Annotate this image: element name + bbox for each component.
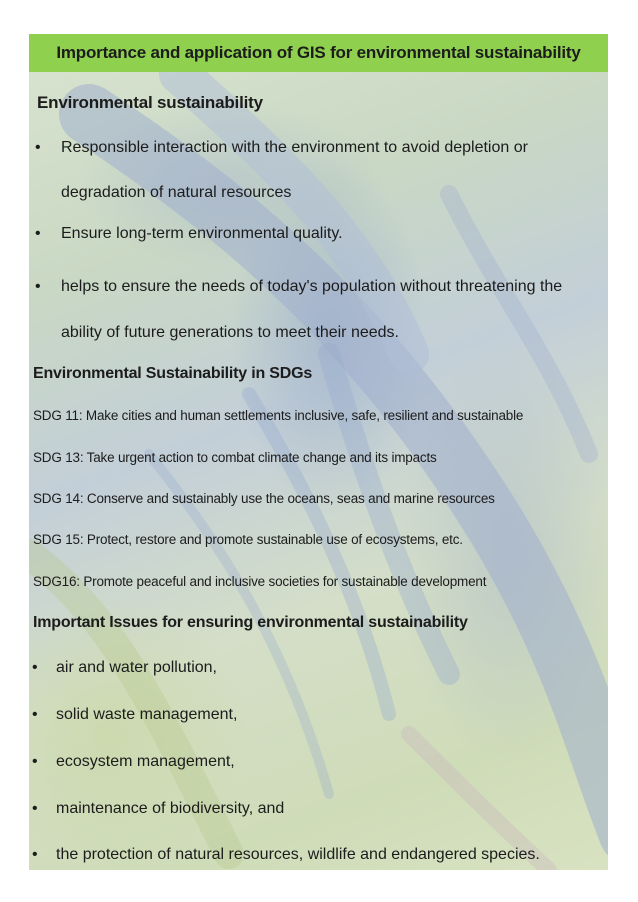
list-item-text: Responsible interaction with the environment to avoid depletion or: [61, 139, 528, 156]
section-heading-important-issues: Important Issues for ensuring environmental sustainability: [33, 614, 468, 631]
page-title: Importance and application of GIS for environmental sustainability: [29, 34, 608, 72]
bullet-icon: •: [32, 659, 38, 676]
list-item-text: the protection of natural resources, wildlife and endangered species.: [56, 846, 540, 863]
list-item-text: Ensure long-term environmental quality.: [61, 225, 343, 242]
section-heading-sdgs: Environmental Sustainability in SDGs: [33, 365, 313, 382]
list-item-text: solid waste management,: [56, 706, 238, 723]
sdg-item: SDG 11: Make cities and human settlements inclusive, safe, resilient and sustainable: [33, 408, 524, 423]
list-item-text: maintenance of biodiversity, and: [56, 800, 285, 817]
document-page: [29, 34, 608, 870]
list-item-continuation: ability of future generations to meet their needs.: [61, 324, 399, 341]
list-item-continuation: degradation of natural resources: [61, 184, 292, 201]
bullet-icon: •: [35, 278, 41, 295]
sdg-item: SDG16: Promote peaceful and inclusive societies for sustainable development: [33, 574, 487, 589]
bullet-icon: •: [32, 706, 38, 723]
sdg-item: SDG 14: Conserve and sustainably use the oceans, seas and marine resources: [33, 491, 495, 506]
bullet-icon: •: [35, 139, 41, 156]
sdg-item: SDG 13: Take urgent action to combat climate change and its impacts: [33, 450, 437, 465]
bullet-icon: •: [35, 225, 41, 242]
list-item-text: ecosystem management,: [56, 753, 235, 770]
bullet-icon: •: [32, 800, 38, 817]
list-item-text: helps to ensure the needs of today's population without threatening the: [61, 278, 563, 295]
section-heading-environmental-sustainability: Environmental sustainability: [37, 93, 263, 112]
sdg-item: SDG 15: Protect, restore and promote sustainable use of ecosystems, etc.: [33, 532, 463, 547]
bullet-icon: •: [32, 846, 38, 863]
bullet-icon: •: [32, 753, 38, 770]
list-item-text: air and water pollution,: [56, 659, 217, 676]
